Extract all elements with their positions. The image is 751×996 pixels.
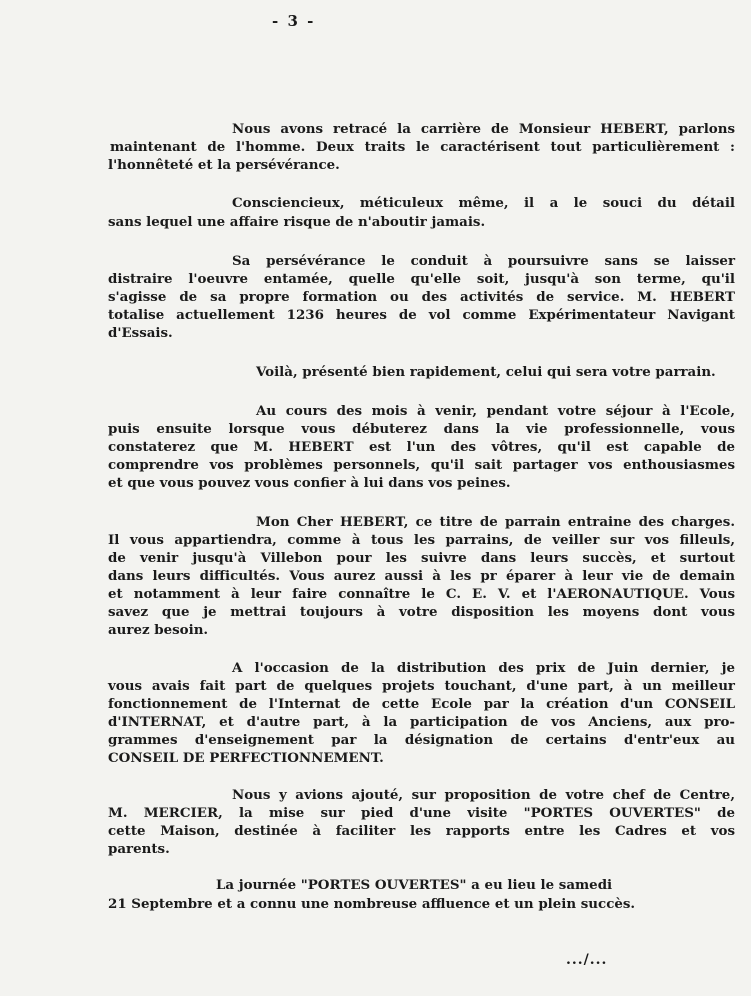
text-line: puis ensuite lorsque vous débuterez dans la vie professionnelle, vous (108, 421, 735, 437)
text-line: CONSEIL DE PERFECTIONNEMENT. (108, 750, 384, 766)
text-line: et que vous pouvez vous confier à lui dans vos peines. (108, 475, 511, 491)
text-line: l'honnêteté et la persévérance. (108, 157, 340, 173)
text-line: Nous y avions ajouté, sur proposition de votre chef de Centre, (232, 787, 735, 803)
text-line: Consciencieux, méticuleux même, il a le souci du détail (232, 195, 735, 211)
text-line: cette Maison, destinée à faciliter les rapports entre les Cadres et vos (108, 823, 735, 839)
text-line: vous avais fait part de quelques projets touchant, d'une part, à un meilleur (108, 678, 735, 694)
text-line: d'Essais. (108, 325, 173, 341)
text-line: savez que je mettrai toujours à votre disposition les moyens dont vous (108, 604, 735, 620)
text-line: s'agisse de sa propre formation ou des activités de service. M. HEBERT (108, 289, 735, 305)
text-line: La journée "PORTES OUVERTES" a eu lieu le samedi (216, 877, 613, 893)
text-line: maintenant de l'homme. Deux traits le caractérisent tout particulièrement : (110, 139, 735, 155)
text-line: 21 Septembre et a connu une nombreuse affluence et un plein succès. (108, 896, 636, 912)
text-line: A l'occasion de la distribution des prix de Juin dernier, je (232, 660, 735, 676)
text-line: de venir jusqu'à Villebon pour les suivre dans leurs succès, et surtout (108, 550, 735, 566)
text-line: Mon Cher HEBERT, ce titre de parrain entraine des charges. (256, 514, 735, 530)
text-line: dans leurs difficultés. Vous aurez aussi à les pr éparer à leur vie de demain (108, 568, 735, 584)
text-line: parents. (108, 841, 170, 857)
text-line: grammes d'enseignement par la désignation de certains d'entr'eux au (108, 732, 735, 748)
text-line: Il vous appartiendra, comme à tous les parrains, de veiller sur vos filleuls, (108, 532, 735, 548)
continuation-mark: .../... (566, 952, 608, 968)
text-line: M. MERCIER, la mise sur pied d'une visite "PORTES OUVERTES" de (108, 805, 735, 821)
text-line: d'INTERNAT, et d'autre part, à la participation de vos Anciens, aux pro- (108, 714, 735, 730)
text-line: comprendre vos problèmes personnels, qu'il sait partager vos enthousiasmes (108, 457, 735, 473)
text-line: Voilà, présenté bien rapidement, celui qui sera votre parrain. (256, 364, 716, 380)
text-line: aurez besoin. (108, 622, 209, 638)
text-line: et notamment à leur faire connaître le C. E. V. et l'AERONAUTIQUE. Vous (108, 586, 735, 602)
text-line: totalise actuellement 1236 heures de vol comme Expérimentateur Navigant (108, 307, 735, 323)
text-line: distraire l'oeuvre entamée, quelle qu'elle soit, jusqu'à son terme, qu'il (108, 271, 735, 287)
page-number: - 3 - (272, 12, 316, 30)
text-line: fonctionnement de l'Internat de cette Ecole par la création d'un CONSEIL (108, 696, 735, 712)
text-line: Sa persévérance le conduit à poursuivre sans se laisser (232, 253, 735, 269)
text-line: constaterez que M. HEBERT est l'un des vôtres, qu'il est capable de (108, 439, 735, 455)
text-line: Nous avons retracé la carrière de Monsieur HEBERT, parlons (232, 121, 735, 137)
text-line: sans lequel une affaire risque de n'aboutir jamais. (108, 214, 486, 230)
text-line: Au cours des mois à venir, pendant votre séjour à l'Ecole, (256, 403, 735, 419)
